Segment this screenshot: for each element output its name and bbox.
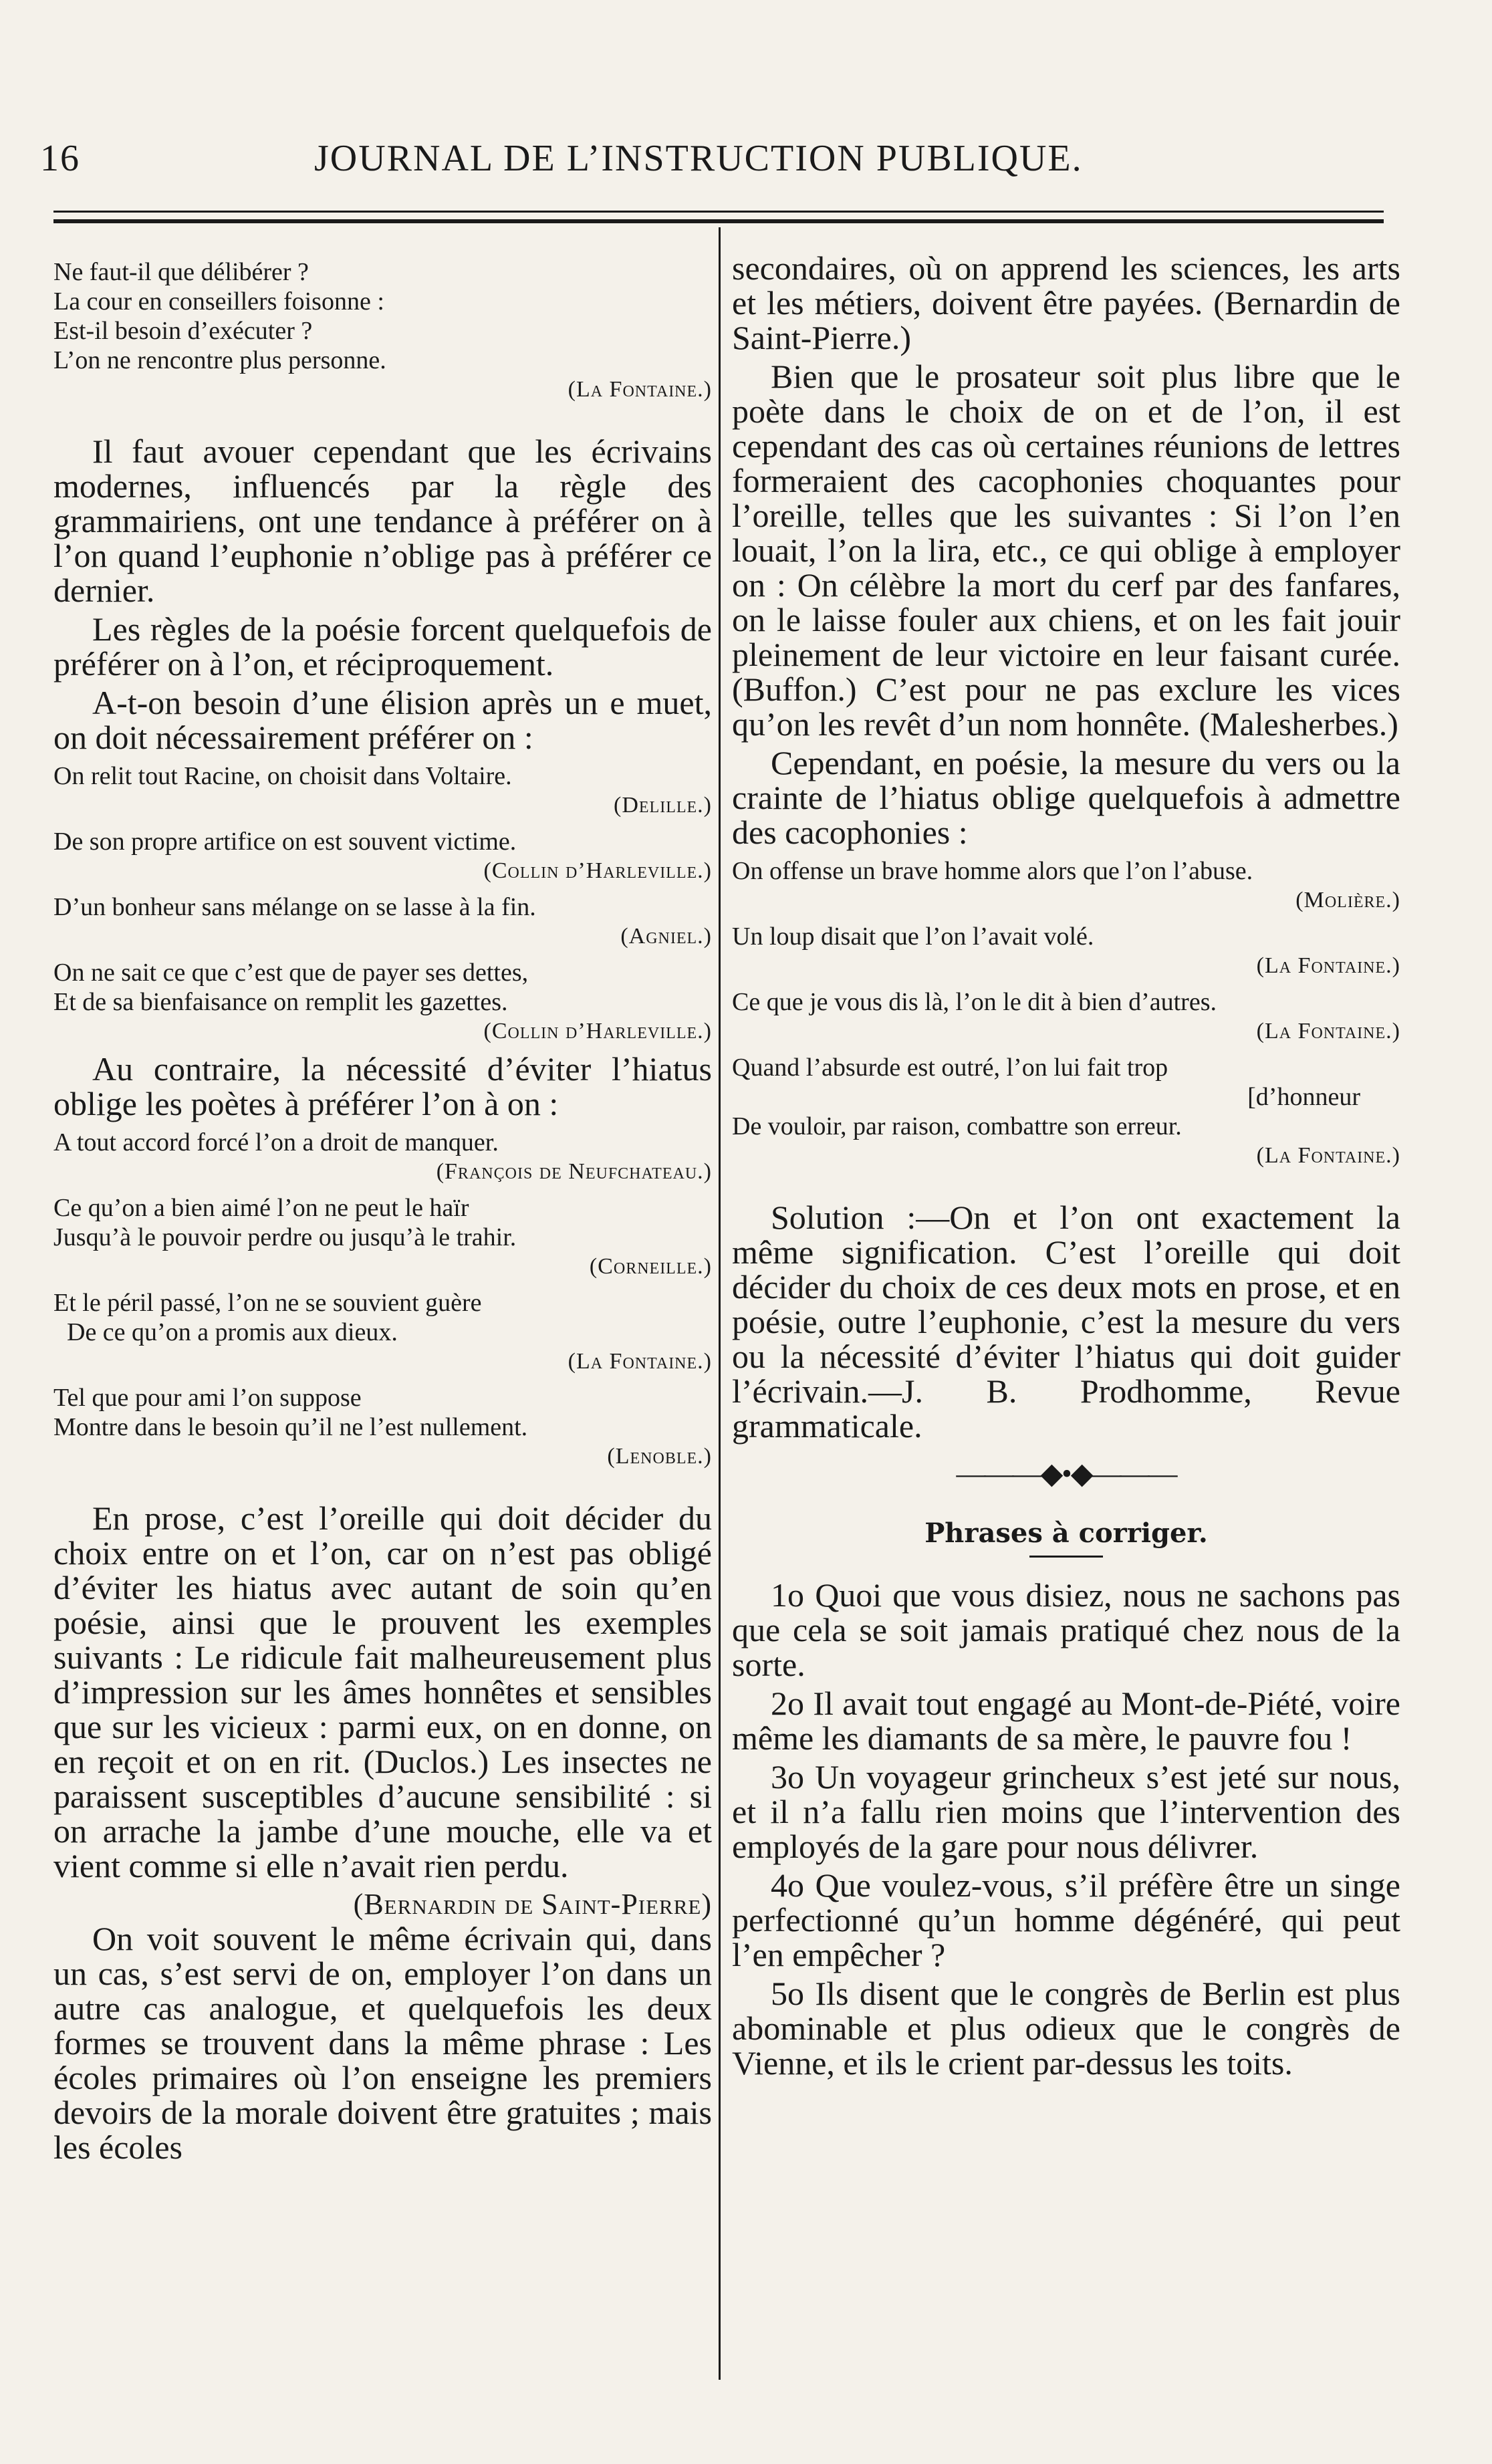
verse-line: Un loup disait que l’on l’avait volé.: [732, 922, 1094, 951]
header-rule-thin: [53, 211, 1384, 213]
section-rule: [1029, 1556, 1103, 1558]
verse-quote: [53, 827, 712, 886]
verse-line: Ce que je vous dis là, l’on le dit à bien d’autres.: [732, 988, 1217, 1016]
verse-quote: [732, 922, 1400, 981]
right-column: [732, 251, 1400, 2084]
paragraph: A-t-on besoin d’une élision après un e muet, on doit nécessairement préférer on :: [53, 684, 712, 756]
verse-line: Est-il besoin d’exécuter ?: [53, 317, 313, 345]
quote-author: (La Fontaine.): [568, 1349, 712, 1374]
verse-quote: [53, 257, 712, 404]
journal-title: JOURNAL DE L’INSTRUCTION PUBLIQUE.: [314, 138, 1083, 179]
verse-line: Et de sa bienfaisance on remplit les gazettes.: [53, 988, 508, 1016]
section-title: Phrases à corriger.: [924, 1517, 1208, 1549]
verse-quote: [53, 761, 712, 820]
solution-paragraph: Solution :—On et l’on ont exactement la même signification. C’est l’oreille qui doit décider du choix de ces deux mots en prose, et en poésie, outre l’euphonie, c’est la mesure du vers ou la nécessité d’éviter l’hiatus qui doit guider l’écrivain.—J. B. Prodhomme, Revue grammaticale.: [732, 1199, 1400, 1445]
verse-line: D’un bonheur sans mélange on se lasse à la fin.: [53, 893, 536, 921]
verse-quote: [53, 958, 712, 1046]
verse-quote: [53, 1193, 712, 1281]
left-column: [53, 251, 712, 2169]
quote-author: (La Fontaine.): [1256, 1143, 1400, 1168]
verse-line: Tel que pour ami l’on suppose: [53, 1384, 362, 1412]
verse-line: Quand l’absurde est outré, l’on lui fait trop: [732, 1054, 1168, 1082]
verse-quote: [732, 1053, 1400, 1171]
verse-line: Ce qu’on a bien aimé l’on ne peut le haïr: [53, 1194, 469, 1222]
quote-author: (François de Neufchateau.): [436, 1159, 712, 1184]
quote-author: (Delille.): [614, 793, 712, 818]
verse-line: De vouloir, par raison, combattre son erreur.: [732, 1112, 1182, 1140]
verse-line: A tout accord forcé l’on a droit de manquer.: [53, 1128, 499, 1156]
verse-quote: [732, 987, 1400, 1046]
verse-quote: [53, 1383, 712, 1471]
column-divider: [719, 227, 721, 2380]
list-item: 2o Il avait tout engagé au Mont-de-Piété, voire même les diamants de sa mère, le pauvre fou !: [732, 1685, 1400, 1757]
list-item: 4o Que voulez-vous, s’il préfère être un singe perfectionné qu’un homme dégénéré, qui peut l’en empêcher ?: [732, 1866, 1400, 1973]
paragraph: Il faut avouer cependant que les écrivains modernes, influencés par la règle des grammairiens, ont une tendance à préférer on à l’on quand l’euphonie n’oblige pas à préférer ce dernier.: [53, 433, 712, 609]
verse-line: Ne faut-il que délibérer ?: [53, 258, 309, 286]
ornament-divider: ———◆•◆———: [956, 1457, 1176, 1490]
quote-author: (Agniel.): [620, 924, 712, 949]
paragraph: Au contraire, la nécessité d’éviter l’hiatus oblige les poètes à préférer l’on à on :: [53, 1050, 712, 1122]
paragraph: Bien que le prosateur soit plus libre que le poète dans le choix de on et de l’on, il est cependant des cas où certaines réunions de lettres formeraient des cacophonies choquantes pour l’oreille, telles que les suivantes : Si l’on l’en louait, l’on la lira, etc., ce qui oblige à employer on : On célèbre la mort du cerf par des fanfares, on le laisse fouler aux chiens, et on les fait jouir pleinement de leur victoire en leur faisant curée. (Buffon.) C’est pour ne pas exclure les vices qu’on les revêt d’un nom honnête. (Malesherbes.): [732, 358, 1400, 743]
quote-author: (La Fontaine.): [1256, 953, 1400, 978]
verse-line: [d’honneur: [1247, 1083, 1360, 1111]
verse-quote: [732, 856, 1400, 915]
paragraph: En prose, c’est l’oreille qui doit décider du choix entre on et l’on, car on n’est pas obligé d’éviter les hiatus avec autant de soin qu’en poésie, ainsi que le prouvent les exemples suivants : Le ridicule fait malheureusement plus d’impression sur les âmes honnêtes et sensibles que sur les vicieux : parmi eux, on en donne, on en reçoit et on en rit. (Duclos.) Les insectes ne paraissent susceptibles d’aucune sensibilité : si on arrache la jambe d’une mouche, elle va et vient comme si elle n’avait rien perdu.: [53, 1499, 712, 1884]
list-item: 1o Quoi que vous disiez, nous ne sachons pas que cela se soit jamais pratiqué chez nous de la sorte.: [732, 1576, 1400, 1683]
verse-line: Jusqu’à le pouvoir perdre ou jusqu’à le trahir.: [53, 1223, 517, 1251]
page-header: [40, 137, 1377, 191]
verse-line: L’on ne rencontre plus personne.: [53, 346, 386, 374]
quote-author: (La Fontaine.): [568, 377, 712, 402]
page-number: 16: [40, 138, 80, 179]
paragraph: Les règles de la poésie forcent quelquefois de préférer on à l’on, et réciproquement.: [53, 610, 712, 683]
verse-quote: [53, 1288, 712, 1376]
quote-author: (Bernardin de Saint-Pierre): [353, 1888, 712, 1921]
verse-line: De son propre artifice on est souvent victime.: [53, 828, 517, 856]
verse-line: On relit tout Racine, on choisit dans Voltaire.: [53, 762, 512, 790]
verse-line: De ce qu’on a promis aux dieux.: [67, 1318, 398, 1346]
list-item: 5o Ils disent que le congrès de Berlin est plus abominable et plus odieux que le congrès de Vienne, et ils le crient par-dessus les toits.: [732, 1975, 1400, 2082]
header-rule-thick: [53, 219, 1384, 223]
quote-author: (Collin d’Harleville.): [483, 858, 712, 883]
paragraph: Cependant, en poésie, la mesure du vers ou la crainte de l’hiatus oblige quelquefois à admettre des cacophonies :: [732, 744, 1400, 851]
quote-author: (Corneille.): [589, 1254, 712, 1279]
paragraph: secondaires, où on apprend les sciences, les arts et les métiers, doivent être payées. (Bernardin de Saint-Pierre.): [732, 249, 1400, 356]
quote-author: (Collin d’Harleville.): [483, 1019, 712, 1043]
verse-line: On offense un brave homme alors que l’on l’abuse.: [732, 857, 1253, 885]
verse-line: On ne sait ce que c’est que de payer ses dettes,: [53, 959, 529, 987]
paragraph: On voit souvent le même écrivain qui, dans un cas, s’est servi de on, employer l’on dans un autre cas analogue, et quelquefois les deux formes se trouvent dans la même phrase : Les écoles primaires où l’on enseigne les premiers devoirs de la morale doivent être gratuites ; mais les écoles: [53, 1920, 712, 2166]
verse-line: Et le péril passé, l’on ne se souvient guère: [53, 1289, 482, 1317]
verse-quote: [53, 892, 712, 951]
verse-line: Montre dans le besoin qu’il ne l’est nullement.: [53, 1413, 528, 1441]
verse-quote: [53, 1128, 712, 1187]
quote-author: (Lenoble.): [607, 1444, 712, 1469]
verse-line: La cour en conseillers foisonne :: [53, 287, 384, 316]
quote-author: (La Fontaine.): [1256, 1019, 1400, 1043]
list-item: 3o Un voyageur grincheux s’est jeté sur nous, et il n’a fallu rien moins que l’intervention des employés de la gare pour nous délivrer.: [732, 1758, 1400, 1865]
quote-author: (Molière.): [1295, 888, 1400, 912]
